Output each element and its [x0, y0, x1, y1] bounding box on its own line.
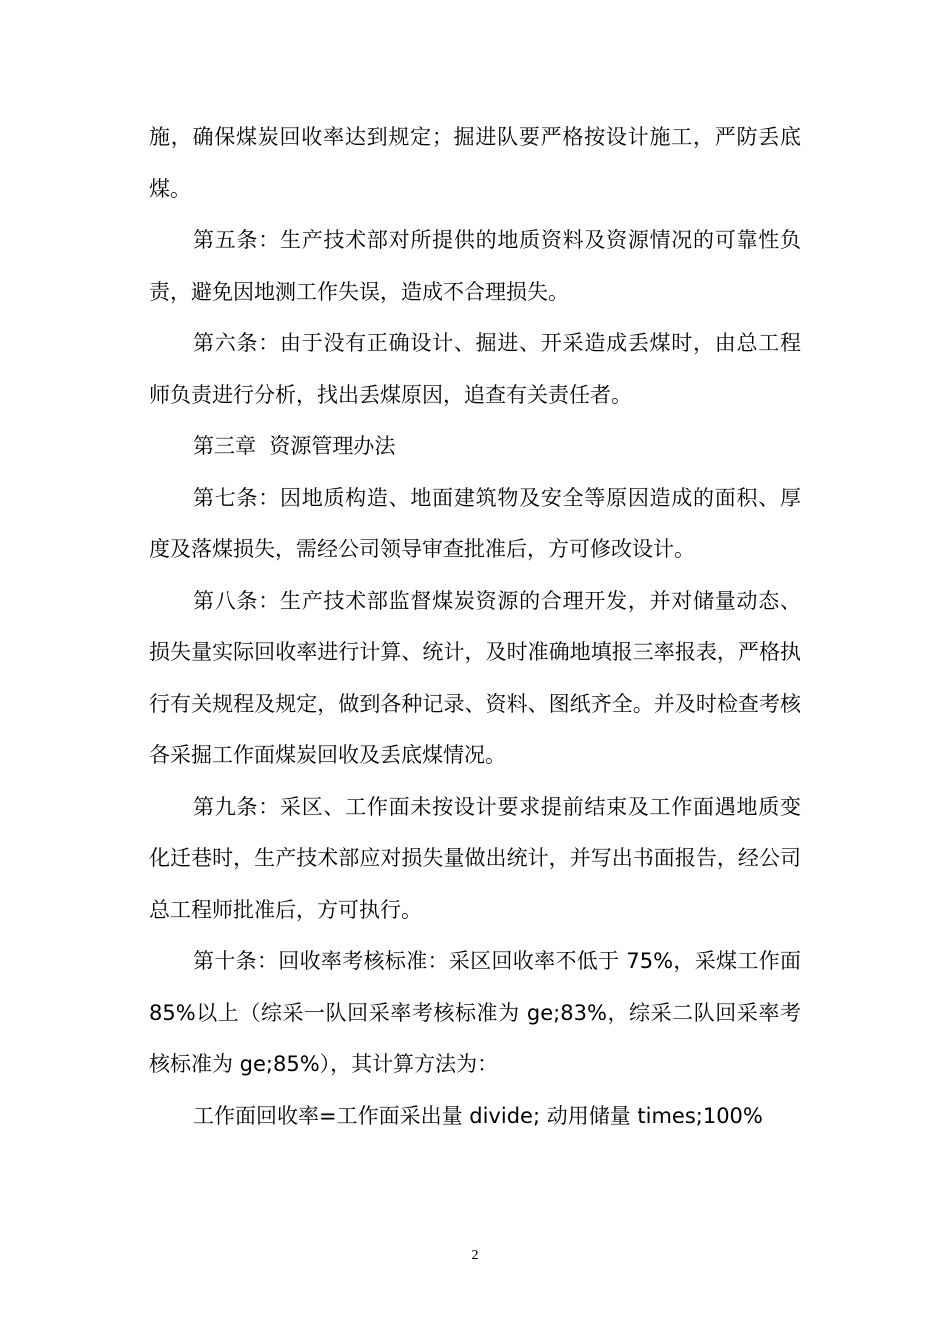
paragraph-article-8: 第八条：生产技术部监督煤炭资源的合理开发，并对储量动态、损失量实际回收率进行计算、统计，及时准确地填报三率报表，严格执行有关规程及规定，做到各种记录、资料、图纸齐全。并及时检查考核各采掘工作面煤炭回收及丢底煤情况。 — [149, 588, 801, 767]
paragraph-article-7: 第七条：因地质构造、地面建筑物及安全等原因造成的面积、厚度及落煤损失，需经公司领导审查批准后，方可修改设计。 — [149, 485, 801, 561]
page-number: 2 — [471, 1248, 479, 1263]
body-text — [149, 112, 801, 1142]
paragraph-article-9: 第九条：采区、工作面未按设计要求提前结束及工作面遇地质变化迁巷时，生产技术部应对损失量做出统计，并写出书面报告，经公司总工程师批准后，方可执行。 — [149, 794, 801, 922]
paragraph-article-5: 第五条：生产技术部对所提供的地质资料及资源情况的可靠性负责，避免因地测工作失误，造成不合理损失。 — [149, 228, 801, 304]
paragraph-article-10: 第十条：回收率考核标准：采区回收率不低于 75%，采煤工作面 85%以上（综采一队回采率考核标准为 ge;83%，综采二队回采率考核标准为 ge;85%），其计算方法为： — [149, 949, 801, 1076]
chapter-heading: 第三章 资源管理办法 — [193, 434, 396, 458]
paragraph-continuation: 施，确保煤炭回收率达到规定；掘进队要严格按设计施工，严防丢底煤。 — [149, 125, 801, 201]
formula-line: 工作面回收率=工作面采出量 divide; 动用储量 times;100% — [193, 1103, 763, 1128]
paragraph-article-6: 第六条：由于没有正确设计、掘进、开采造成丢煤时，由总工程师负责进行分析，找出丢煤原因，追查有关责任者。 — [149, 331, 801, 407]
